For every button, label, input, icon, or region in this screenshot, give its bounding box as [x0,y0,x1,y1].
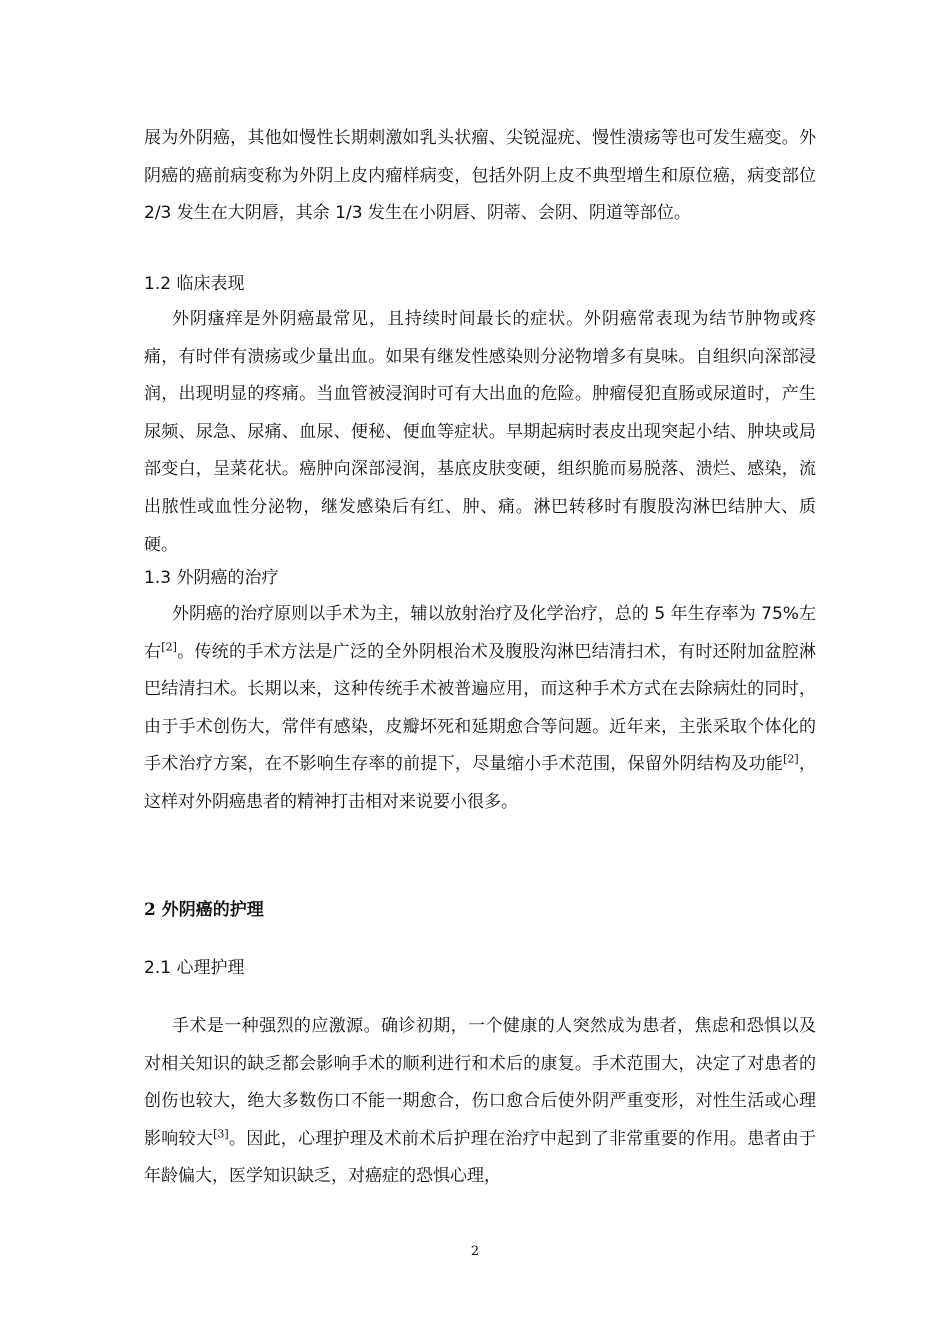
section-heading-2-1 [144,956,816,980]
number-run: 1/3 [335,203,363,224]
section-title: 临床表现 [171,274,245,294]
section-number: 1.2 [144,274,172,294]
citation-ref: [2] [783,752,799,766]
citation-ref: [3] [213,1127,229,1141]
paragraph-psych-care [144,1008,816,1196]
section-title: 外阴癌的治疗 [171,568,279,588]
page-number: 2 [470,1244,480,1259]
citation-ref: [2] [161,639,177,653]
text-run: 年生存率为 [665,604,762,624]
section-heading-1-2 [144,272,816,296]
text-run: 发生在小阴唇、阴蒂、会阴、阴道等部位。 [362,203,691,224]
section-number: 2.1 [144,958,172,978]
number-run: 75% [761,604,799,624]
text-run: 发生在大阴唇，其余 [171,203,336,224]
text-run: ，这样对外阴癌患者的精神打击相对来说要小很多。 [144,754,817,812]
text-run: 外阴癌的治疗原则以手术为主，辅以放射治疗及化学治疗，总的 [172,604,655,624]
section-title: 心理护理 [171,958,245,978]
number-run: 2/3 [144,203,172,224]
paragraph-clinical [144,301,816,564]
text-run: 。因此，心理护理及术前术后护理在治疗中起到了非常重要的作用。患者由于年龄偏大，医学知识缺乏，对癌症的恐惧心理， [144,1128,817,1187]
number-run: 5 [654,604,666,624]
paragraph-text: 外阴瘙痒是外阴癌最常见，且持续时间最长的症状。外阴癌常表现为结节肿物或疼痛，有时伴有溃疡或少量出血。如果有继发性感染则分泌物增多有臭味。自组织向深部浸润，出现明显的疼痛。当血管被浸润时可有大出血的危险。肿瘤侵犯直肠或尿道时，产生尿频、尿急、尿痛、血尿、便秘、便血等症状。早期起病时表皮出现突起小结、肿块或局部变白，呈菜花状。癌肿向深部浸润，基底皮肤变硬，组织脆而易脱落、溃烂、感染，流出脓性或血性分泌物，继发感染后有红、肿、痛。淋巴转移时有腹股沟淋巴结肿大、质硬。 [144,309,816,555]
text-run: 。传统的手术方法是广泛的全外阴根治术及腹股沟淋巴结清扫术，有时还附加盆腔淋巴结清扫术。长期以来，这种传统手术被普遍应用，而这种手术方式在去除病灶的同时，由于手术创伤大，常伴有感染，皮瓣坏死和延期愈合等问题。近年来，主张采取个体化的手术治疗方案，在不影响生存率的前提下，尽量缩小手术范围，保留外阴结构及功能 [144,641,817,775]
section-number: 1.3 [144,568,172,588]
paragraph-etiology [144,120,816,233]
text-run: 展为外阴癌，其他如慢性长期刺激如乳头状瘤、尖锐湿疣、慢性溃疡等也可发生癌变。外阴癌的癌前病变称为外阴上皮内瘤样病变，包括外阴上皮不典型增生和原位癌，病变部位 [144,128,816,186]
paragraph-treatment [144,596,816,822]
section-heading-1-3 [144,566,816,590]
text-run: 左右 [144,604,816,662]
text-run: 手术是一种强烈的应激源。确诊初期，一个健康的人突然成为患者，焦虑和恐惧以及对相关知识的缺乏都会影响手术的顺利进行和术后的康复。手术范围大，决定了对患者的创伤也较大，绝大多数伤口不能一期愈合，伤口愈合后使外阴严重变形，对性生活或心理影响较大 [144,1016,816,1149]
section-heading-2 [144,898,816,922]
chapter-title: 2 外阴癌的护理 [144,900,264,920]
